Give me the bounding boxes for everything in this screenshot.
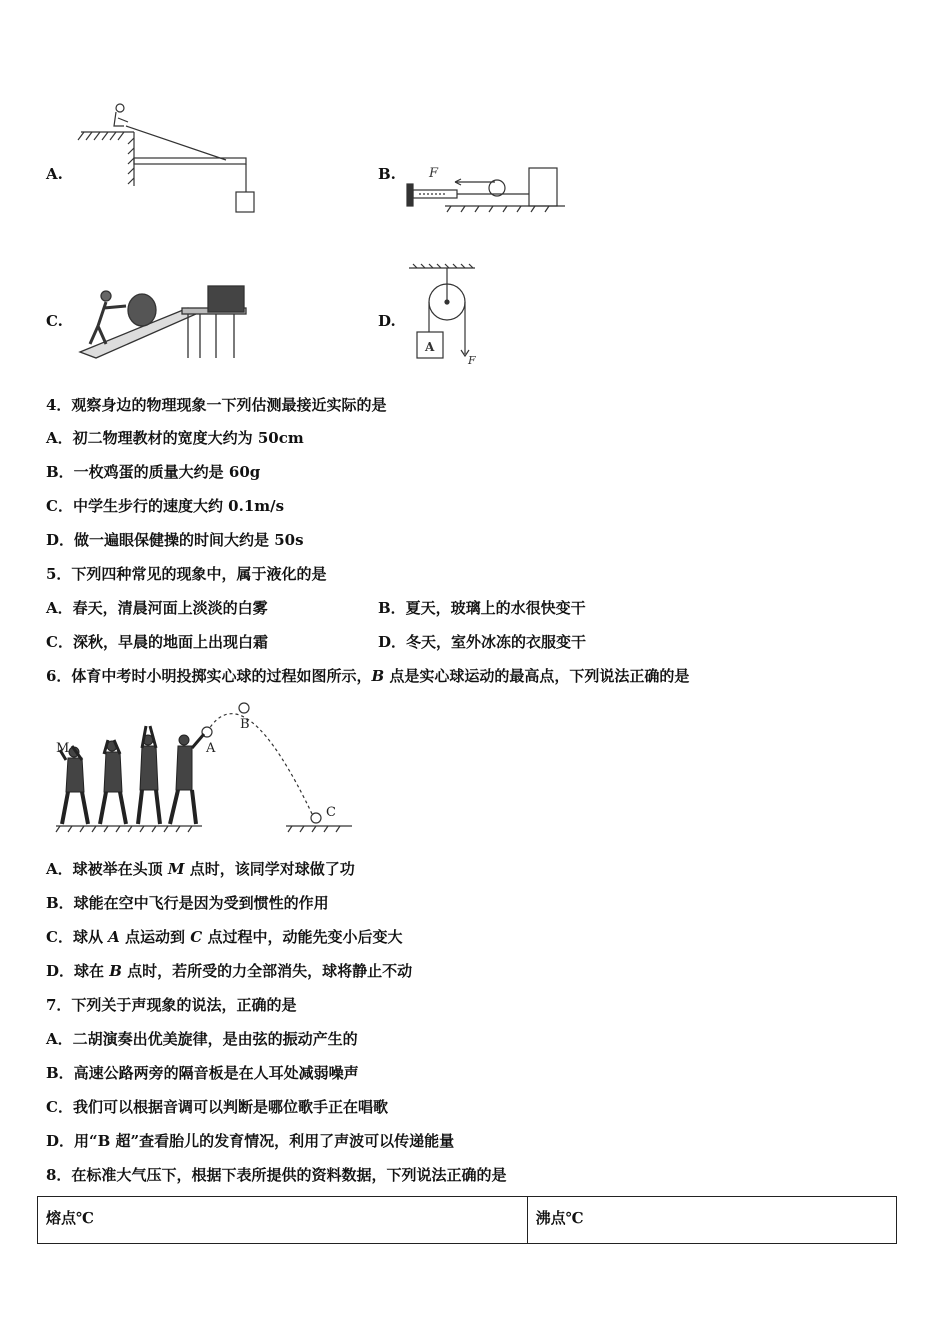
q6-stem: [46, 666, 689, 686]
table-row: [38, 1197, 897, 1244]
q3-figure-d-force-label: F: [468, 354, 476, 367]
q4-option-d: D．做一遍眼保健操的时间大约是 50s: [46, 531, 304, 549]
q6-option-d-var: B: [109, 962, 122, 980]
q6-option-c-var2: C: [190, 928, 203, 946]
q6-option-b-text: B．球能在空中飞行是因为受到惯性的作用: [46, 894, 329, 912]
q6-option-c-var: A: [108, 928, 120, 946]
q3-option-b-label: B.: [378, 165, 396, 183]
q3-figure-b-force-label: F: [429, 166, 439, 181]
q5-option-c: C．深秋，早晨的地面上出现白霜: [46, 633, 268, 651]
q6-stem-var: B: [371, 667, 385, 685]
q6-stem-part2: 点是实心球运动的最高点，下列说法正确的是: [384, 667, 690, 685]
q6-label-c: C: [326, 805, 336, 820]
q3-figure-b-spring-scale-pulley: [405, 160, 565, 216]
q8-data-table: [37, 1196, 897, 1244]
q5-option-b: B．夏天，玻璃上的水很快变干: [378, 599, 586, 617]
q6-stem-part1: 6．体育中考时小明投掷实心球的过程如图所示，: [46, 667, 372, 685]
q4-option-b: B．一枚鸡蛋的质量大约是 60g: [46, 463, 261, 481]
q3-figure-c-ramp-barrel: [76, 282, 251, 362]
q6-label-a: A: [206, 741, 216, 756]
q4-option-a: A．初二物理教材的宽度大约为 50cm: [46, 429, 304, 447]
q6-athlete-pose-1: [60, 746, 88, 824]
q3-option-d-label: D.: [378, 312, 396, 330]
q6-option-d-post: 点时，若所受的力全部消失，球将静止不动: [121, 962, 413, 980]
q5-stem: 5．下列四种常见的现象中，属于液化的是: [46, 565, 327, 583]
q4-option-c: C．中学生步行的速度大约 0.1m/s: [46, 497, 285, 515]
q5-option-a: A．春天，清晨河面上淡淡的白雾: [46, 599, 268, 617]
q6-label-b: B: [240, 717, 250, 732]
q7-option-d: D．用“B 超”查看胎儿的发育情况，利用了声波可以传递能量: [46, 1132, 455, 1150]
q6-option-c-mid: 点运动到: [119, 928, 191, 946]
q6-option-a-post: 点时，该同学对球做了功: [184, 860, 355, 878]
q6-option-c-post: 点过程中，动能先变小后变大: [202, 928, 403, 946]
q6-option-a-var: M: [167, 860, 185, 878]
q3-figure-a-lever-wall: [76, 98, 266, 218]
q7-option-c: C．我们可以根据音调可以判断是哪位歌手正在唱歌: [46, 1098, 388, 1116]
q6-option-d: [46, 961, 412, 981]
q8-stem: 8．在标准大气压下，根据下表所提供的资料数据，下列说法正确的是: [46, 1166, 507, 1184]
q7-option-b: B．高速公路两旁的隔音板是在人耳处减弱噪声: [46, 1064, 359, 1082]
q3-figure-d-block-label: A: [425, 340, 435, 354]
q3-option-c-label: C.: [46, 312, 63, 330]
table-header-boiling-point: 沸点℃: [527, 1197, 896, 1244]
q5-option-d: D．冬天，室外冰冻的衣服变干: [378, 633, 587, 651]
q3-option-a-label: A.: [46, 165, 63, 183]
q6-figure-shot-put: [52, 700, 357, 835]
q6-option-c: [46, 927, 402, 947]
q7-stem: 7．下列关于声现象的说法，正确的是: [46, 996, 297, 1014]
q6-option-d-pre: D．球在: [46, 962, 110, 980]
q6-option-b: [46, 893, 329, 913]
q7-option-a: A．二胡演奏出优美旋律，是由弦的振动产生的: [46, 1030, 358, 1048]
q6-option-a: [46, 859, 355, 879]
q6-option-c-pre: C．球从: [46, 928, 109, 946]
q6-athlete-pose-2: [100, 740, 126, 824]
q6-option-a-pre: A．球被举在头顶: [46, 860, 168, 878]
table-header-melting-point: 熔点℃: [38, 1197, 528, 1244]
q3-figure-d-fixed-pulley: [405, 262, 485, 367]
q6-athlete-pose-3: [138, 726, 160, 824]
q4-stem: 4．观察身边的物理现象一下列估测最接近实际的是: [46, 396, 387, 414]
q6-label-m: M: [56, 741, 70, 756]
q6-athlete-pose-4: [170, 734, 204, 824]
